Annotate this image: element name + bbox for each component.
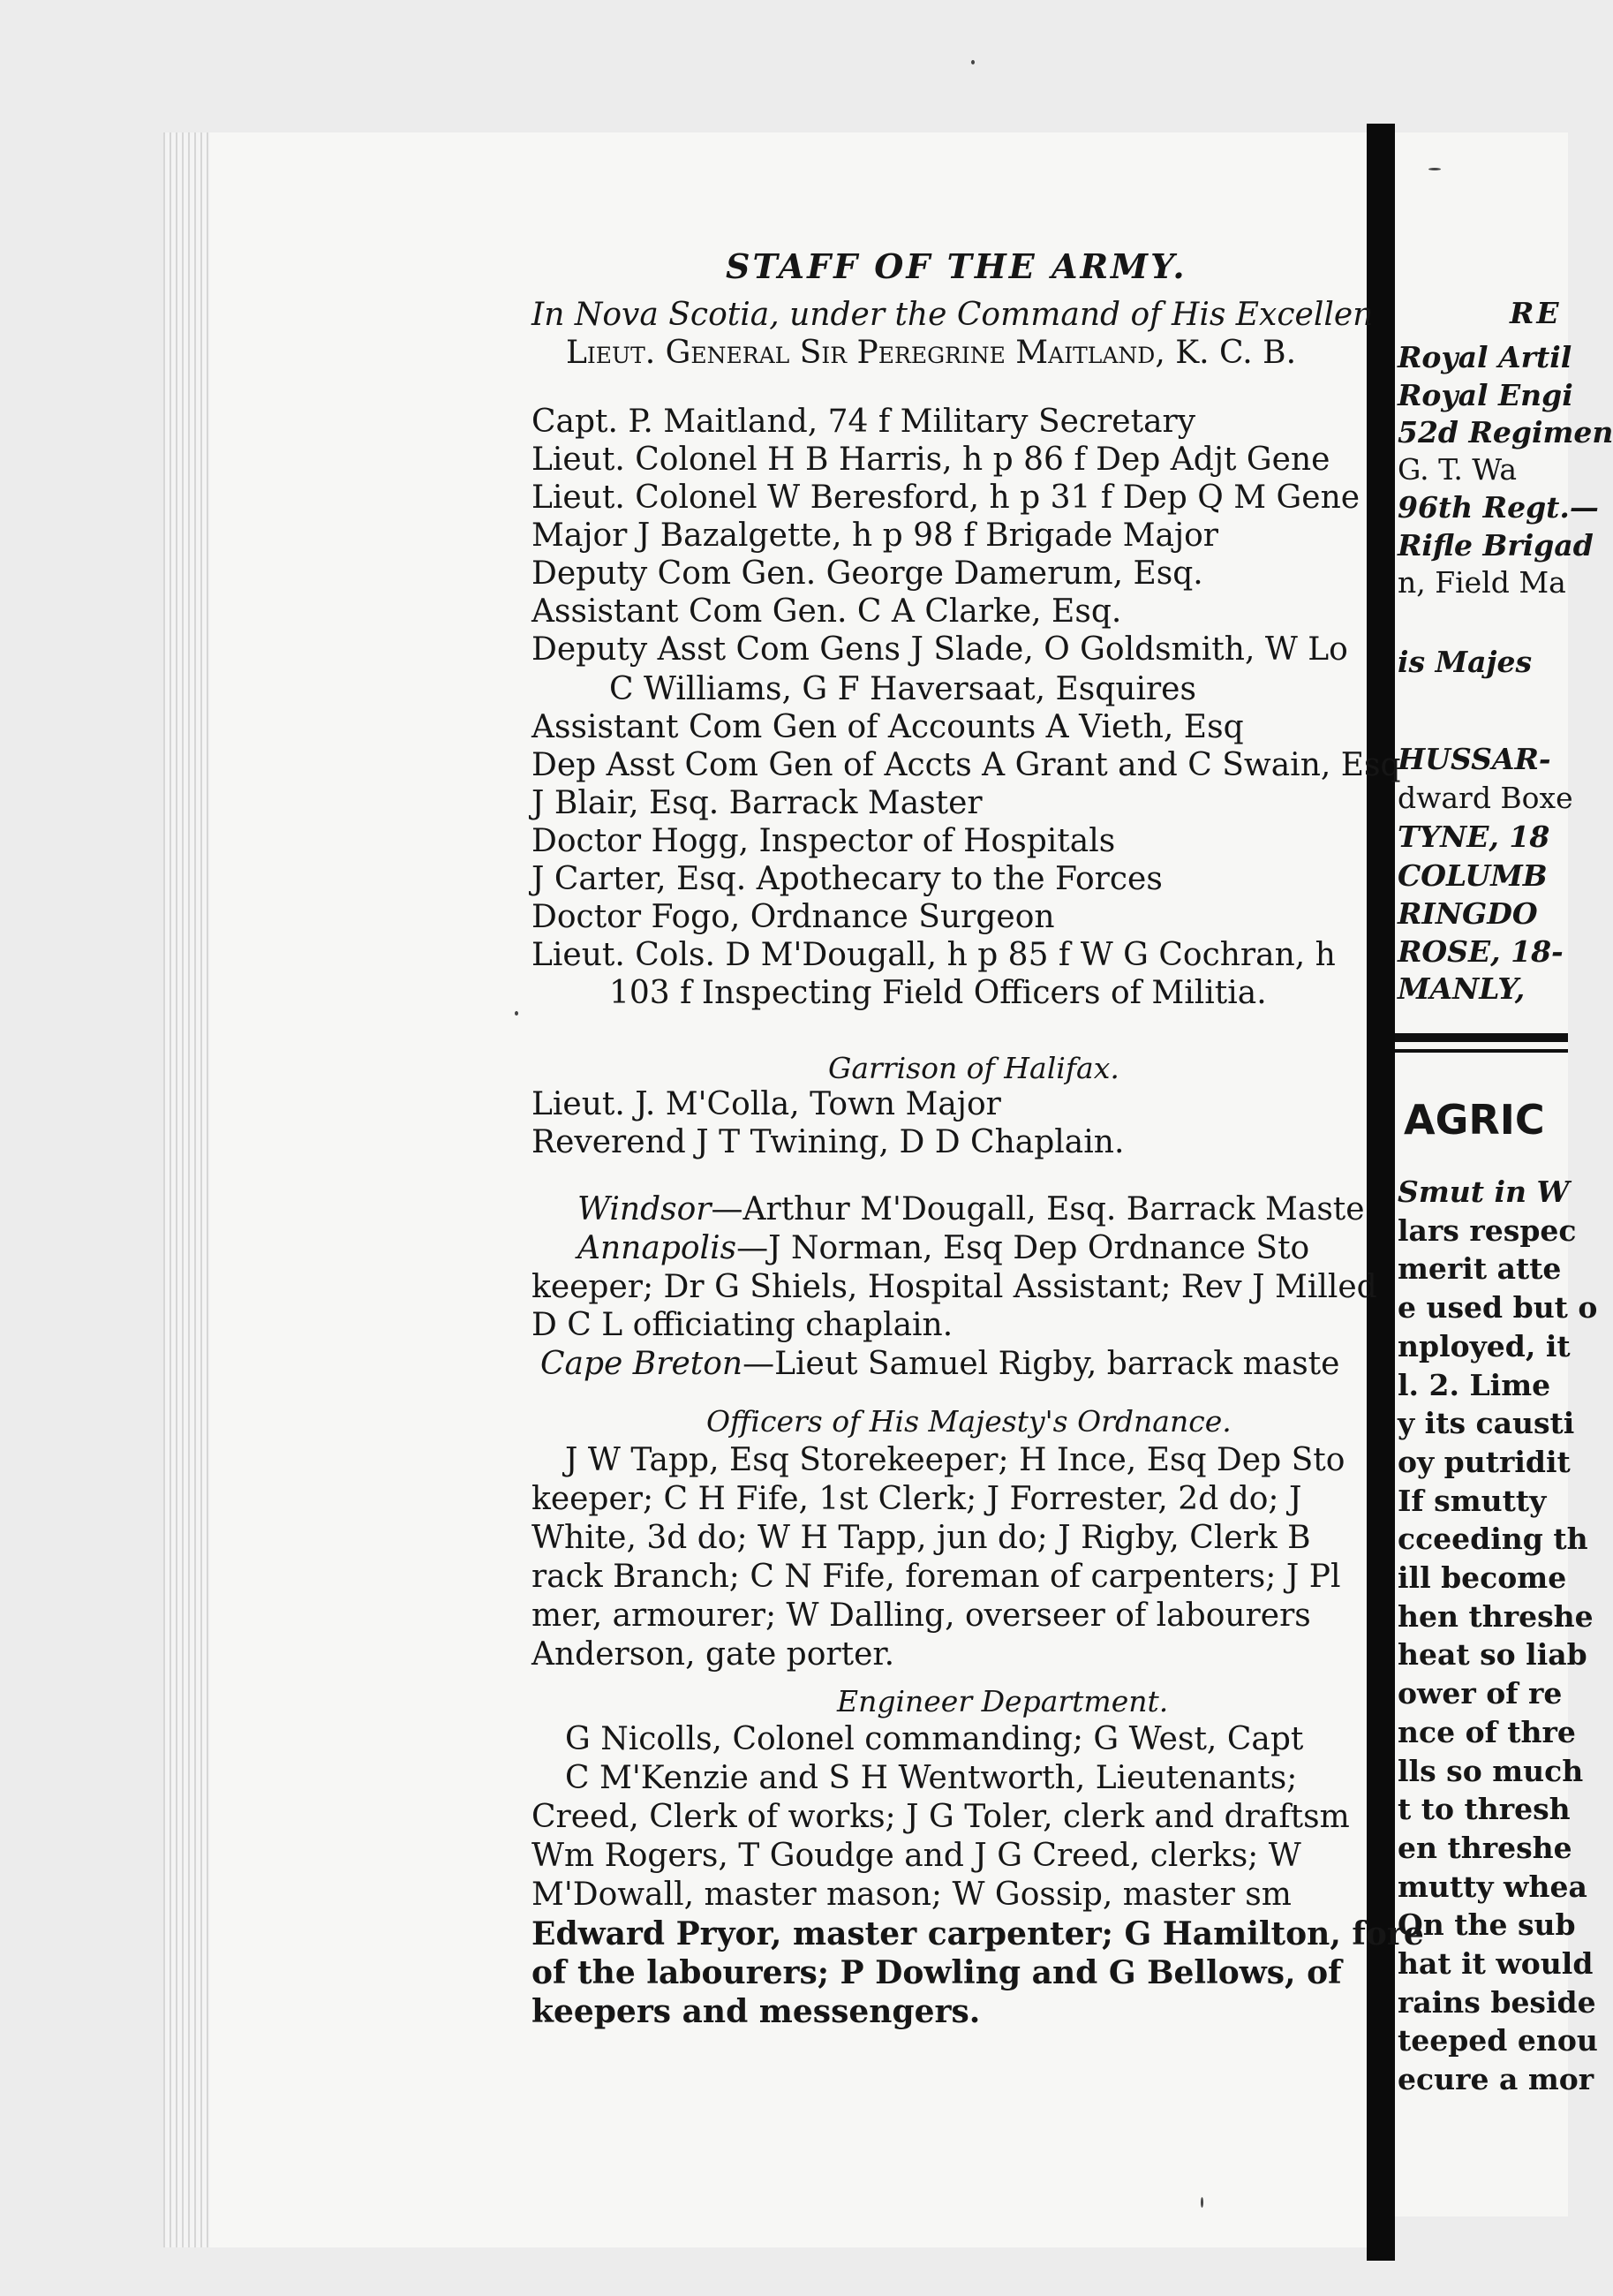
right-page-line: oy putridit [1398, 1445, 1571, 1479]
right-page-line: hat it would [1398, 1946, 1594, 1981]
outpost-place: Windsor [577, 1191, 712, 1227]
right-page-line: is Majes [1398, 645, 1533, 679]
right-page-line: Royal Artil [1398, 340, 1572, 374]
right-page-line: RINGDO [1398, 896, 1538, 931]
right-page-line: TYNE, 18 [1398, 819, 1550, 854]
right-page-line: l. 2. Lime [1398, 1368, 1551, 1402]
right-page-line: On the sub [1398, 1907, 1576, 1942]
ordnance-entry: J W Tapp, Esq Storekeeper; H Ince, Esq Dep Sto [565, 1442, 1345, 1478]
outpost-text: —J Norman, Esq Dep Ordnance Sto [736, 1230, 1310, 1266]
engineer-entry: M'Dowall, master mason; W Gossip, master sm [531, 1877, 1292, 1913]
staff-entry: Major J Bazalgette, h p 98 f Brigade Major [531, 517, 1219, 554]
right-page-line: en threshe [1398, 1831, 1572, 1865]
right-page-line: Smut in W [1398, 1174, 1570, 1209]
outpost-place: Cape Breton [540, 1346, 743, 1382]
staff-entry: 103 f Inspecting Field Officers of Militia. [609, 975, 1267, 1011]
right-page-line: COLUMB [1398, 858, 1548, 893]
section-heading-ordnance: Officers of His Majesty's Ordnance. [706, 1404, 1232, 1439]
engineer-entry: keepers and messengers. [531, 1993, 981, 2030]
right-page-line: ower of re [1398, 1676, 1563, 1711]
outpost-text: D C L officiating chaplain. [531, 1307, 953, 1343]
staff-entry: Deputy Asst Com Gens J Slade, O Goldsmith, W Lo [531, 631, 1348, 668]
outpost-entry [531, 1270, 1377, 1305]
dust-speck [1201, 2197, 1203, 2208]
right-page-line: dward Boxe [1398, 781, 1573, 815]
right-page-line: lars respec [1398, 1213, 1577, 1248]
section-heading-garrison: Garrison of Halifax. [828, 1051, 1119, 1085]
right-page-line: teeped enou [1398, 2023, 1598, 2058]
page-title: STAFF OF THE ARMY. [726, 246, 1187, 286]
staff-entry: Doctor Fogo, Ordnance Surgeon [531, 899, 1055, 935]
right-page-line: lls so much [1398, 1754, 1584, 1788]
right-page-line: ROSE, 18- [1398, 934, 1564, 969]
right-page-line: hen threshe [1398, 1599, 1594, 1634]
ordnance-entry: White, 3d do; W H Tapp, jun do; J Rigby, Clerk B [531, 1520, 1311, 1556]
staff-entry: Assistant Com Gen of Accounts A Vieth, Esq [531, 709, 1244, 745]
right-page-line: nce of thre [1398, 1715, 1576, 1749]
right-page-line: y its causti [1398, 1406, 1575, 1440]
intro-line: Lieut. General Sir Peregrine Maitland, K. C. B. [566, 335, 1297, 371]
engineer-entry: of the labourers; P Dowling and G Bellows, of [531, 1954, 1342, 1991]
staff-entry: Doctor Hogg, Inspector of Hospitals [531, 823, 1116, 859]
staff-entry: J Carter, Esq. Apothecary to the Forces [531, 861, 1163, 897]
staff-entry: J Blair, Esq. Barrack Master [531, 785, 983, 821]
dust-speck [971, 60, 975, 64]
engineer-entry: Creed, Clerk of works; J G Toler, clerk and draftsm [531, 1799, 1350, 1835]
staff-entry: Capt. P. Maitland, 74 f Military Secretary [531, 404, 1196, 440]
staff-entry: Lieut. Colonel W Beresford, h p 31 f Dep Q M Gene [531, 480, 1360, 516]
outpost-entry [531, 1308, 953, 1343]
right-page-line: t to thresh [1398, 1792, 1571, 1826]
right-page-line: If smutty [1398, 1484, 1547, 1518]
ordnance-entry: mer, armourer; W Dalling, overseer of labourers [531, 1597, 1311, 1634]
section-rule [1395, 1049, 1568, 1053]
right-page-line: rains beside [1398, 1985, 1596, 2020]
outpost-entry [577, 1231, 1309, 1266]
engineer-entry: G Nicolls, Colonel commanding; G West, Capt [565, 1721, 1304, 1757]
dust-speck [515, 1011, 518, 1016]
staff-entry: C Williams, G F Haversaat, Esquires [609, 671, 1196, 707]
outpost-place: Annapolis [577, 1230, 737, 1266]
right-page-heading: AGRIC [1404, 1096, 1545, 1144]
outpost-text: —Lieut Samuel Rigby, barrack maste [742, 1346, 1340, 1382]
ordnance-entry: keeper; C H Fife, 1st Clerk; J Forrester, 2d do; J [531, 1481, 1302, 1517]
engineer-entry: C M'Kenzie and S H Wentworth, Lieutenants; [565, 1760, 1298, 1796]
engineer-entry: Wm Rogers, T Goudge and J G Creed, clerks; W [531, 1838, 1301, 1874]
right-page-line: G. T. Wa [1398, 452, 1518, 487]
right-page-line: RE [1510, 296, 1562, 330]
staff-entry: Assistant Com Gen. C A Clarke, Esq. [531, 593, 1122, 630]
section-rule [1395, 1033, 1568, 1042]
ordnance-entry: Anderson, gate porter. [531, 1636, 895, 1673]
section-heading-engineer: Engineer Department. [837, 1684, 1169, 1718]
right-page-line: cceeding th [1398, 1522, 1588, 1556]
outpost-text: —Arthur M'Dougall, Esq. Barrack Maste [711, 1191, 1365, 1227]
right-page-line: Royal Engi [1398, 378, 1573, 412]
right-page-line: 52d Regimen [1398, 415, 1613, 449]
right-page-line: e used but o [1398, 1290, 1598, 1325]
right-page-line: merit atte [1398, 1251, 1562, 1286]
right-page-line: HUSSAR- [1398, 742, 1551, 776]
engineer-entry: Edward Pryor, master carpenter; G Hamilton, fore [531, 1915, 1424, 1952]
dust-speck [1428, 168, 1441, 170]
right-page-line: n, Field Ma [1398, 565, 1566, 600]
outpost-entry [540, 1347, 1339, 1382]
right-page-line: heat so liab [1398, 1637, 1587, 1672]
right-page-line: mutty whea [1398, 1869, 1587, 1904]
garrison-entry: Lieut. J. M'Colla, Town Major [531, 1086, 1001, 1122]
staff-entry: Lieut. Cols. D M'Dougall, h p 85 f W G Cochran, h [531, 937, 1336, 973]
right-page-line: ill become [1398, 1560, 1567, 1595]
right-page-line: Rifle Brigad [1398, 528, 1594, 563]
intro-line: In Nova Scotia, under the Command of His Excellen [531, 297, 1374, 333]
outpost-text: keeper; Dr G Shiels, Hospital Assistant; Rev J Milled [531, 1269, 1377, 1305]
garrison-entry: Reverend J T Twining, D D Chaplain. [531, 1124, 1125, 1160]
right-page-line: nployed, it [1398, 1329, 1571, 1363]
outpost-entry [577, 1192, 1365, 1227]
staff-entry: Lieut. Colonel H B Harris, h p 86 f Dep Adjt Gene [531, 442, 1330, 478]
staff-entry: Deputy Com Gen. George Damerum, Esq. [531, 555, 1203, 592]
right-page-line: 96th Regt.— [1398, 490, 1599, 525]
ordnance-entry: rack Branch; C N Fife, foreman of carpenters; J Pl [531, 1559, 1341, 1595]
staff-entry: Dep Asst Com Gen of Accts A Grant and C Swain, Esq [531, 747, 1401, 783]
right-page-line: ecure a mor [1398, 2062, 1594, 2096]
right-page-line: MANLY, [1398, 971, 1526, 1006]
